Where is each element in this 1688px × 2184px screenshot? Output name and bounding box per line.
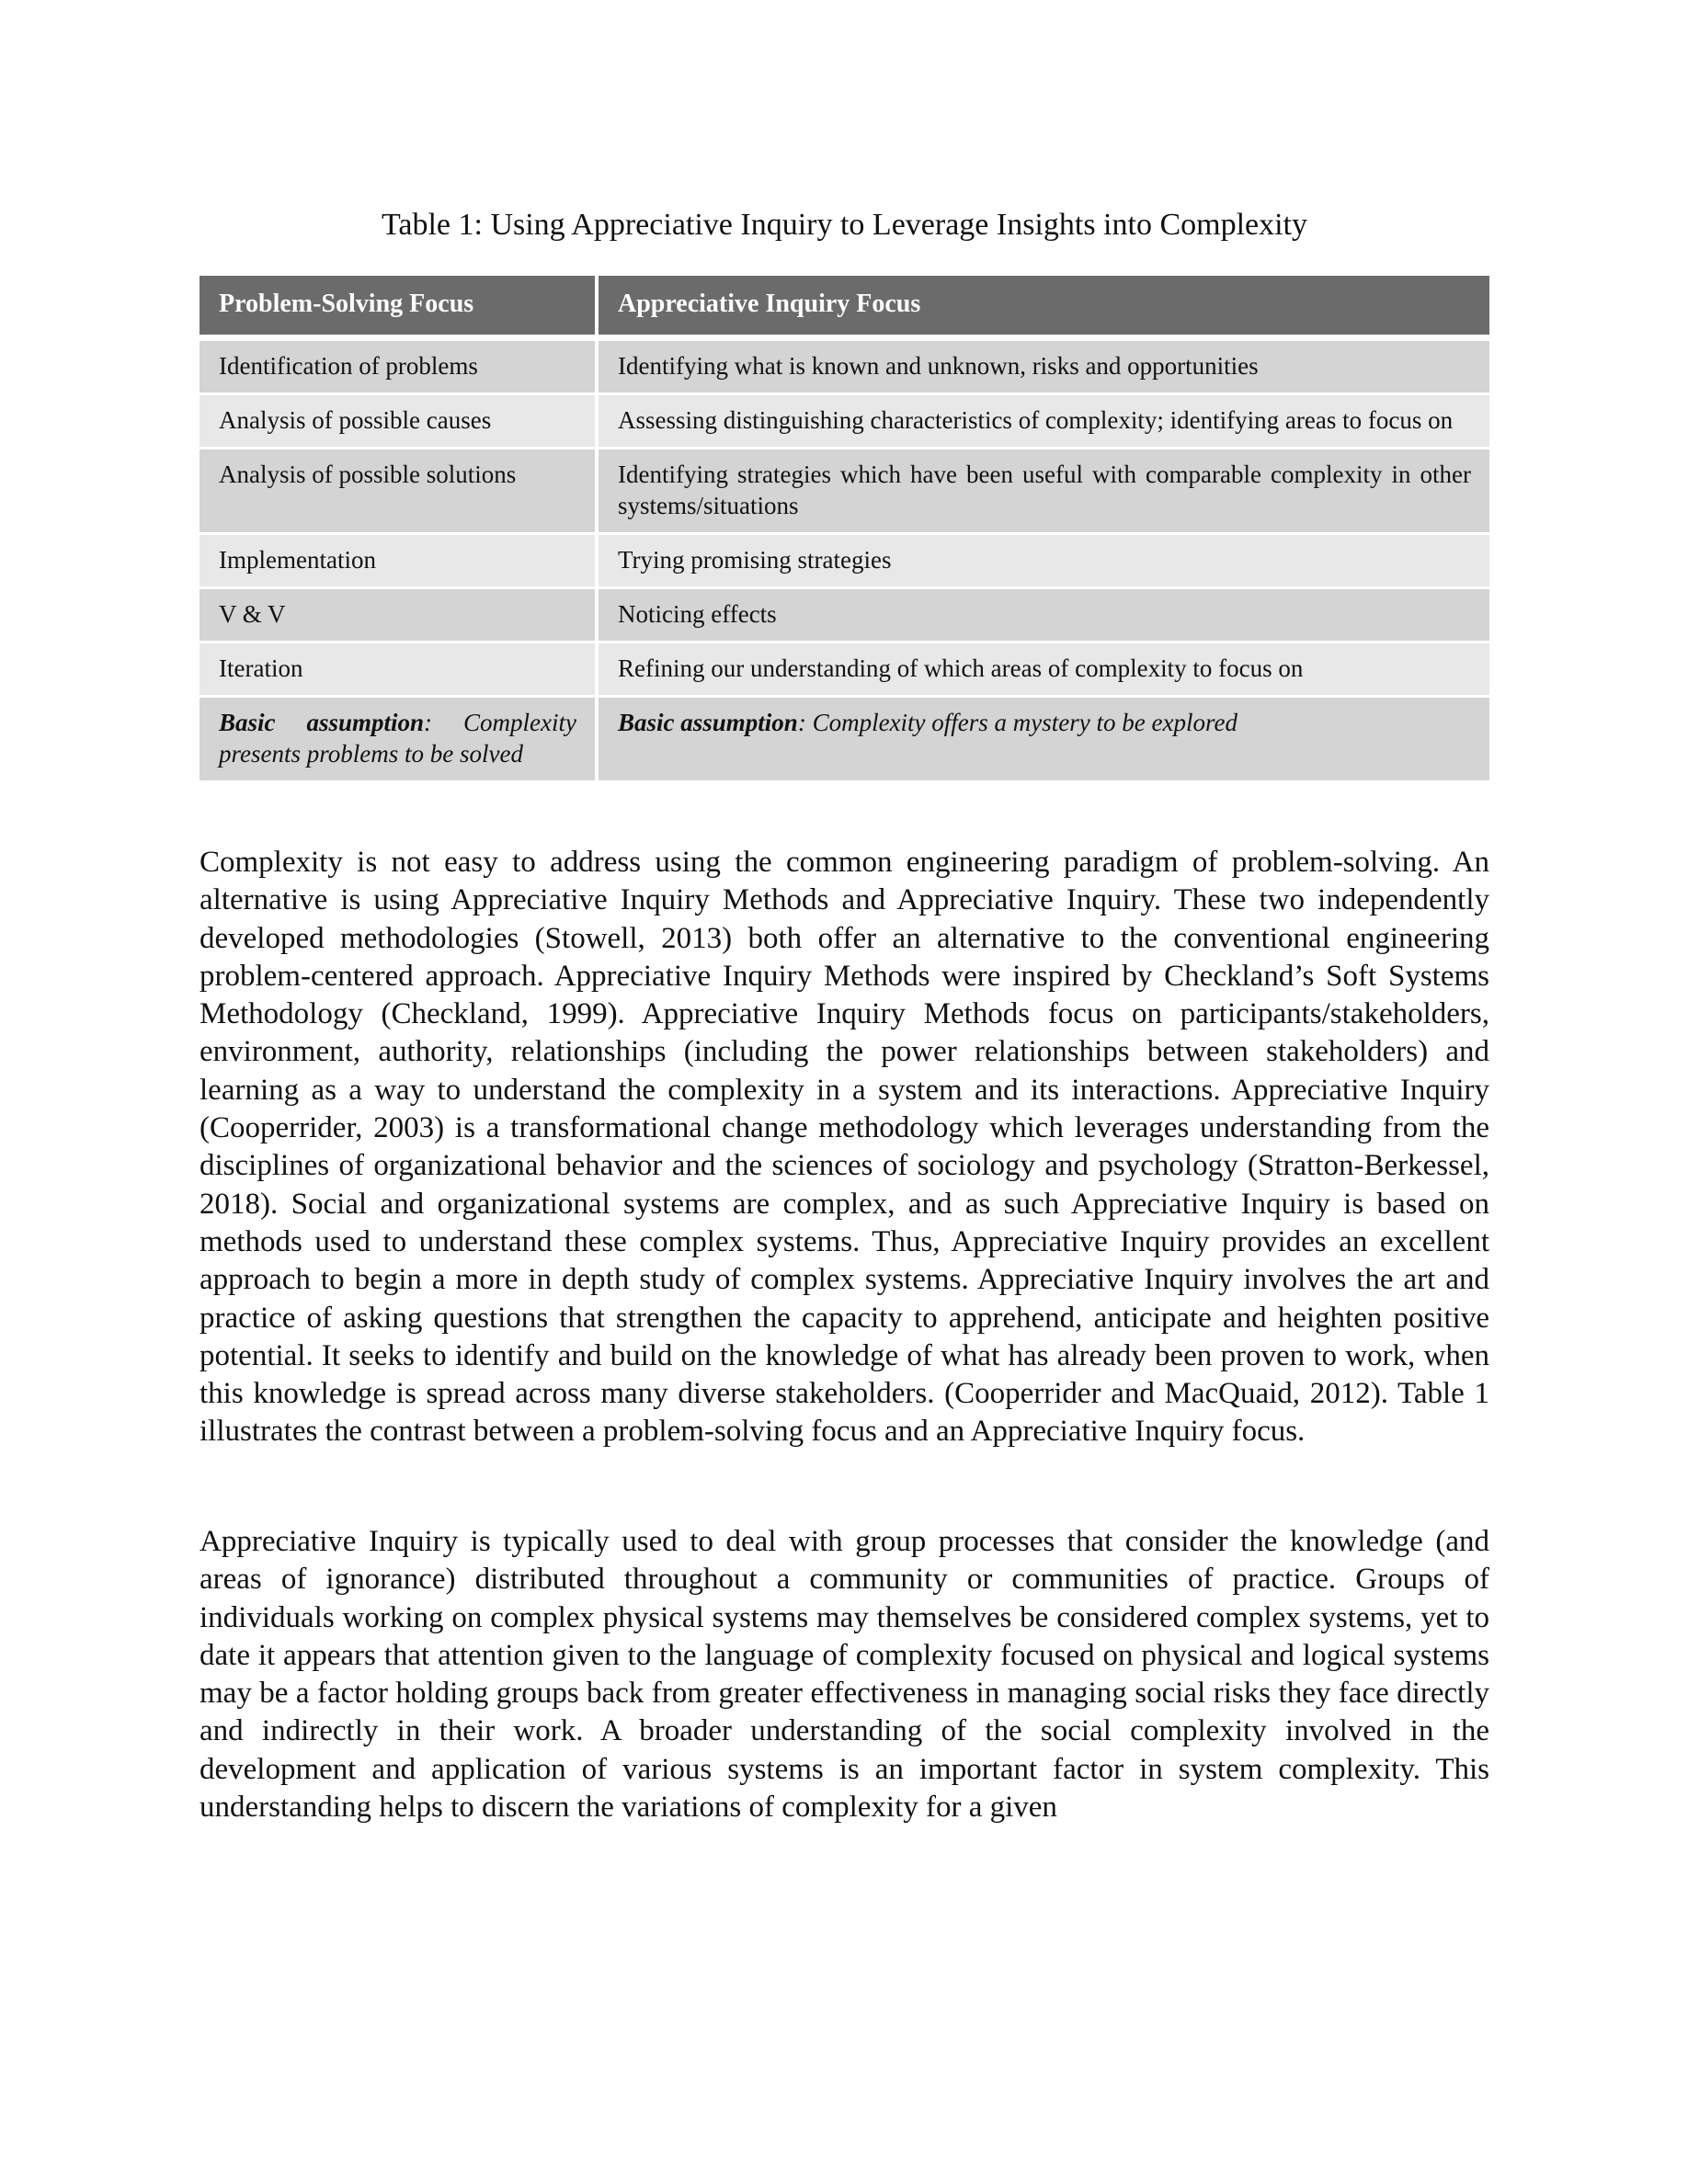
table-cell-problem: Implementation	[200, 535, 599, 589]
table-cell-problem: Analysis of possible causes	[200, 395, 599, 449]
assumption-separator: :	[424, 709, 464, 736]
table-cell-inquiry: Noticing effects	[599, 589, 1489, 643]
table-cell-problem: Identification of problems	[200, 341, 599, 395]
table-cell-inquiry: Identifying what is known and unknown, risks and opportunities	[599, 341, 1489, 395]
body-paragraph: Complexity is not easy to address using the common engineering paradigm of problem-solving. An alternative is using Appreciative Inquiry Methods and Appreciative Inquiry. These two independently developed methodologies (Stowell, 2013) both offer an alternative to the conventional engineering problem-centered approach. Appreciative Inquiry Methods were inspired by Checkland’s Soft Systems Methodology (Checkland, 1999). Appreciative Inquiry Methods focus on participants/stakeholders, environment, authority, relationships (including the power relationships between stakeholders) and learning as a way to understand the complexity in a system and its interactions. Appreciative Inquiry (Cooperrider, 2003) is a transformational change methodology which leverages understanding from the disciplines of organizational behavior and the sciences of sociology and psychology (Stratton-Berkessel, 2018). Social and organizational systems are complex, and as such Appreciative Inquiry is based on methods used to understand these complex systems. Thus, Appreciative Inquiry provides an excellent approach to begin a more in depth study of complex systems. Appreciative Inquiry involves the art and practice of asking questions that strengthen the capacity to apprehend, anticipate and heighten positive potential. It seeks to identify and build on the knowledge of what has already been proven to work, when this knowledge is spread across many diverse stakeholders. (Cooperrider and MacQuaid, 2012). Table 1 illustrates the contrast between a problem-solving focus and an Appreciative Inquiry focus.	[200, 846, 1489, 1449]
table-row	[200, 535, 1489, 589]
table-cell-problem: Analysis of possible solutions	[200, 449, 599, 535]
assumption-text: Complexity offers a mystery to be explored	[812, 709, 1237, 736]
body-paragraph: Appreciative Inquiry is typically used to deal with group processes that consider the knowledge (and areas of ignorance) distributed throughout a community or communities of practice. Groups of individuals working on complex physical systems may themselves be considered complex systems, yet to date it appears that attention given to the language of complexity focused on physical and logical systems may be a factor holding groups back from greater effectiveness in managing social risks they face directly and indirectly in their work. A broader understanding of the social complexity involved in the development and application of various systems is an important factor in system complexity. This understanding helps to discern the variations of complexity for a given	[200, 1525, 1489, 1825]
table-header-row	[200, 276, 1489, 341]
table-cell-problem: V & V	[200, 589, 599, 643]
table-cell-problem: Iteration	[200, 643, 599, 698]
assumption-cell-inquiry	[599, 698, 1489, 783]
table-row	[200, 589, 1489, 643]
table-row	[200, 643, 1489, 698]
header-appreciative-inquiry: Appreciative Inquiry Focus	[599, 276, 1489, 341]
table-row	[200, 395, 1489, 449]
assumption-cell-problem	[200, 698, 599, 783]
assumption-label: Basic assumption	[219, 709, 425, 736]
header-problem-solving: Problem-Solving Focus	[200, 276, 599, 341]
comparison-table	[200, 276, 1489, 783]
table-cell-inquiry: Assessing distinguishing characteristics of complexity; identifying areas to focus on	[599, 395, 1489, 449]
table-cell-inquiry: Identifying strategies which have been useful with comparable complexity in other systems/situations	[599, 449, 1489, 535]
table-cell-inquiry: Refining our understanding of which areas of complexity to focus on	[599, 643, 1489, 698]
table-row	[200, 341, 1489, 395]
assumption-text: Complexity presents problems to be solved	[219, 709, 576, 768]
assumption-label: Basic assumption	[618, 709, 798, 736]
table-cell-inquiry: Trying promising strategies	[599, 535, 1489, 589]
table-caption: Table 1: Using Appreciative Inquiry to Leverage Insights into Complexity	[381, 208, 1308, 242]
table-row	[200, 449, 1489, 535]
table-row-assumption	[200, 698, 1489, 783]
assumption-separator: :	[797, 709, 813, 736]
